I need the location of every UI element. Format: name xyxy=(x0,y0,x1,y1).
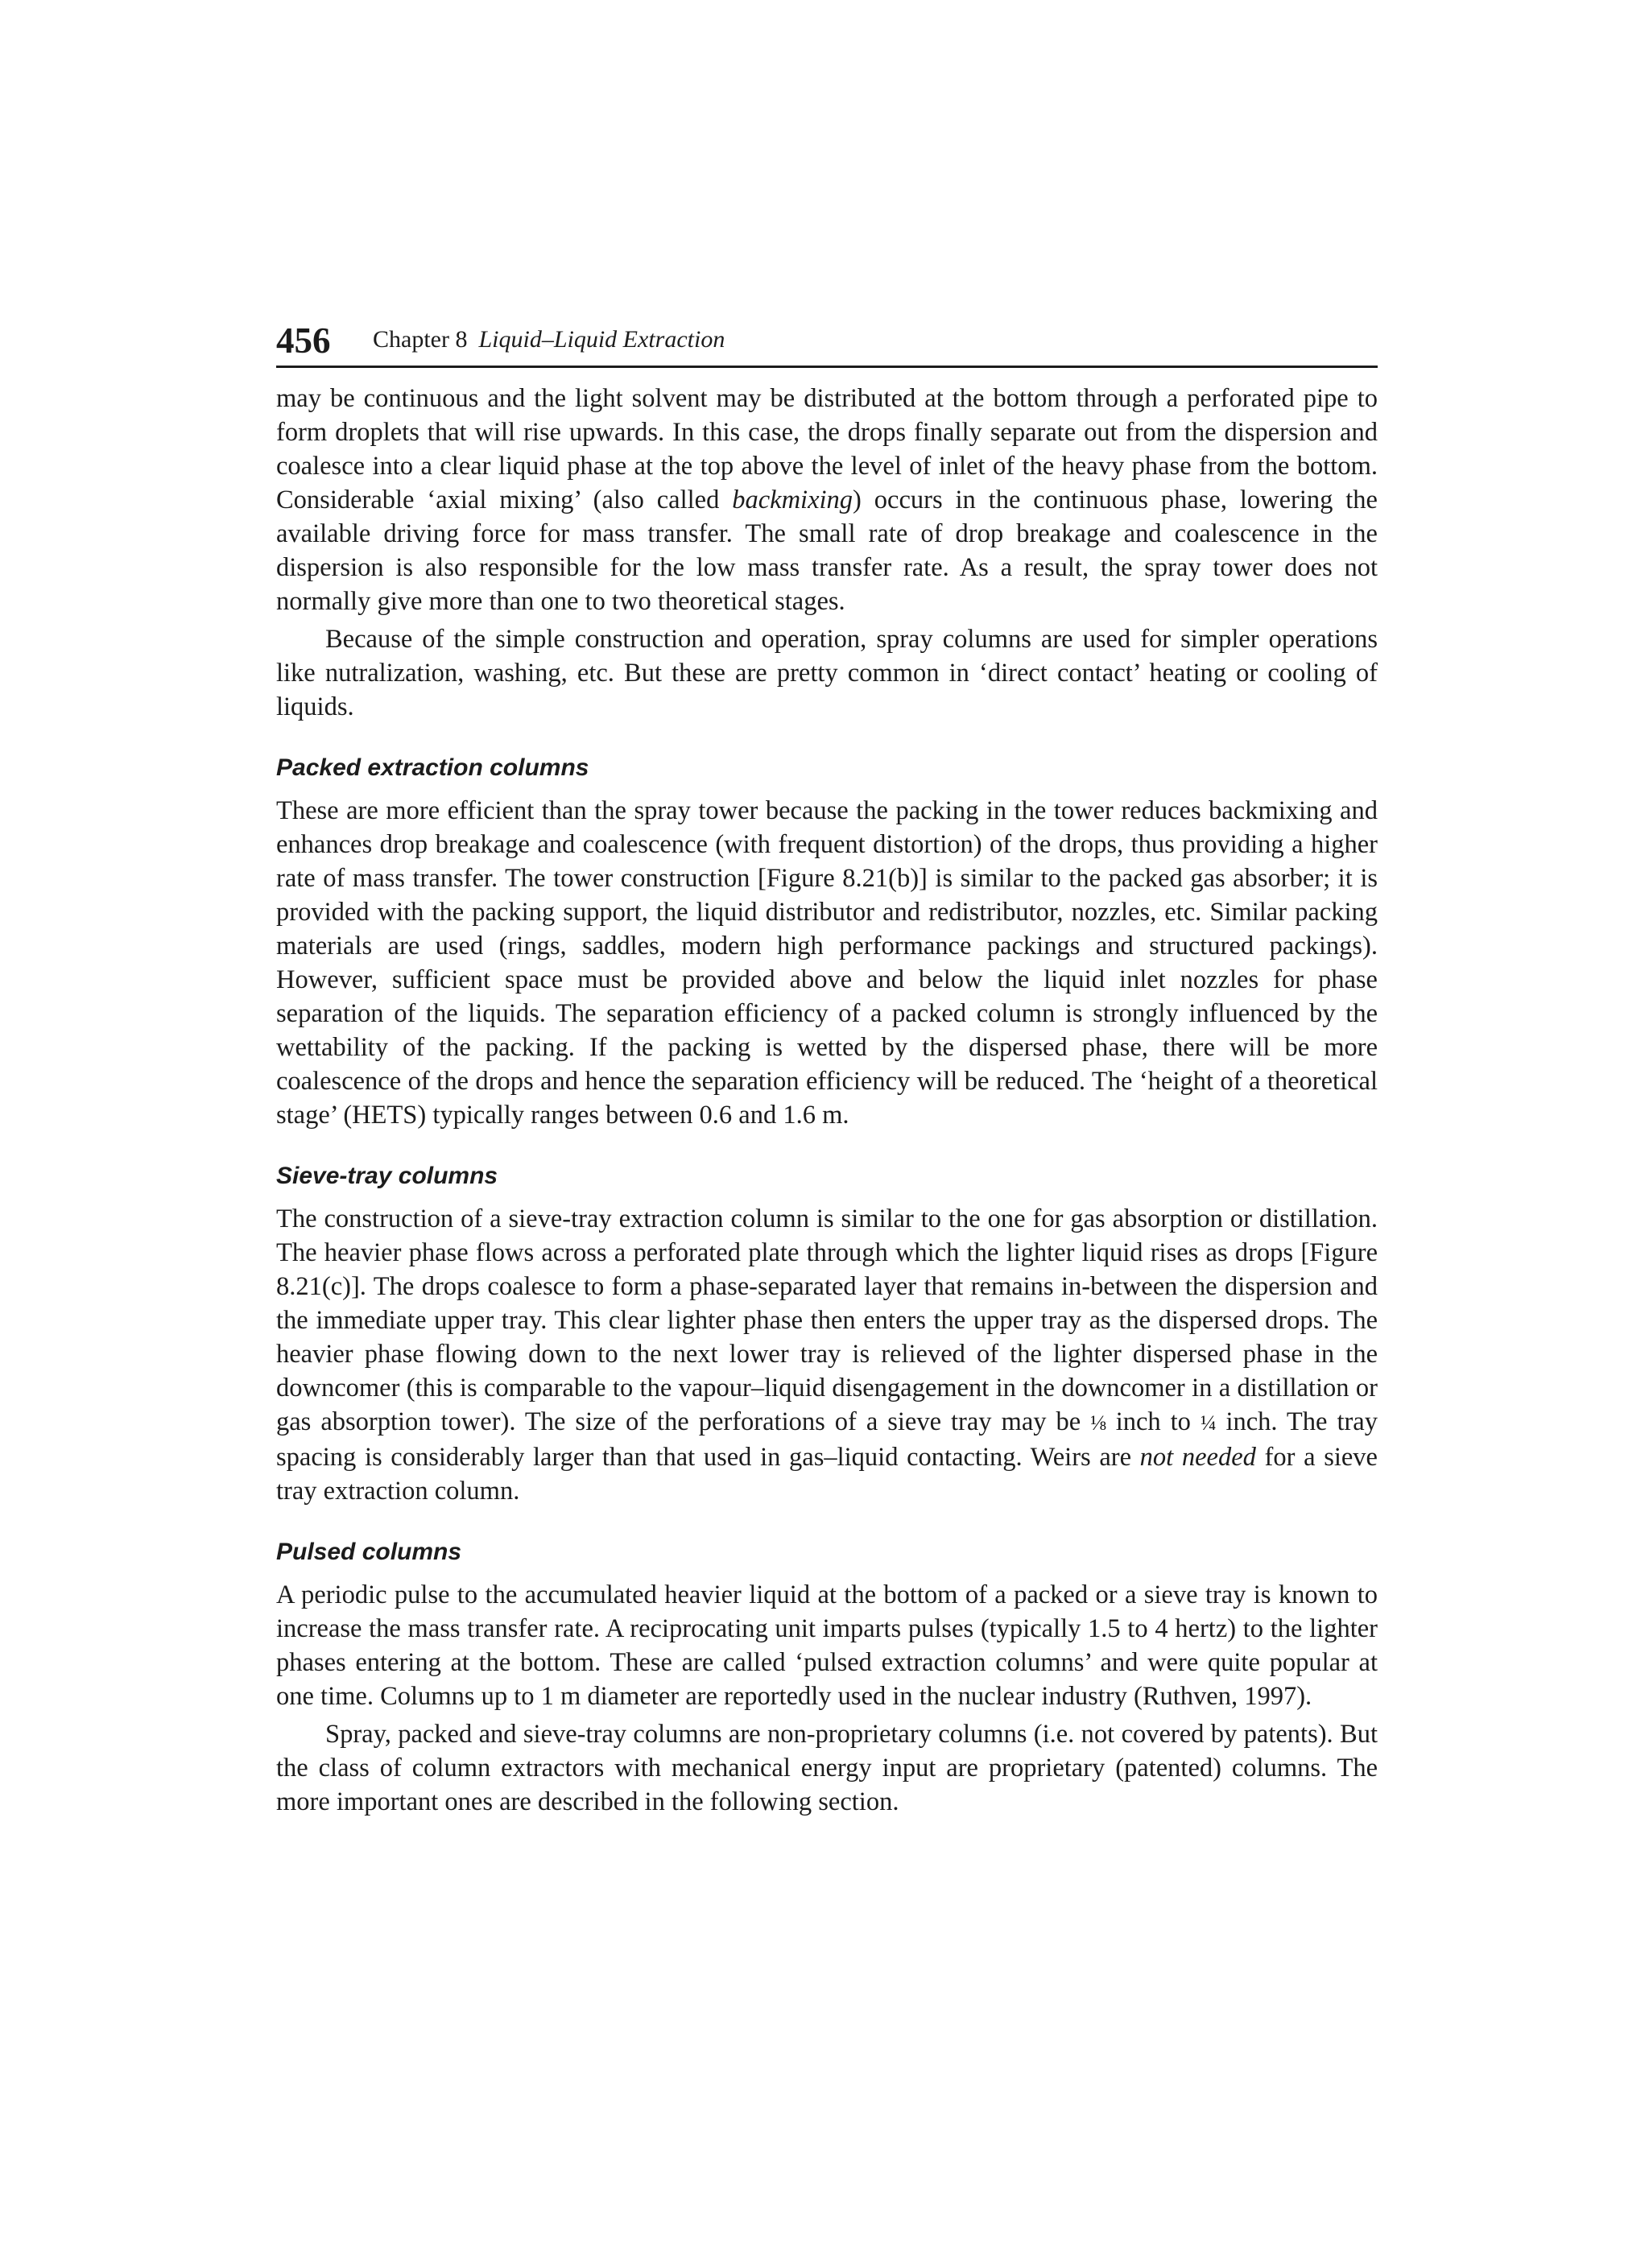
section-heading-sieve: Sieve-tray columns xyxy=(276,1163,498,1189)
section-heading-packed: Packed extraction columns xyxy=(276,754,589,781)
text-run: The construction of a sieve-tray extraction column is similar to the one for gas absorption or distillation. The heavier phase flows across a perforated plate through which the lighter liquid rises as drops [Figure 8.21(c)]. The drops coalesce to form a phase-separated layer that remains in-between the dispersion and the immediate upper tray. This clear lighter phase then enters the upper tray as the dispersed drops. The heavier phase flowing down to the next lower tray is relieved of the lighter dispersed phase in the downcomer (this is comparable to the vapour–liquid disengagement in the downcomer in a distillation or gas absorption tower). The size of the perforations of a sieve tray may be xyxy=(276,1204,1378,1436)
paragraph: A periodic pulse to the accumulated heavier liquid at the bottom of a packed or a sieve tray is known to increase the mass transfer rate. A reciprocating unit imparts pulses (typically 1.5 to 4 hertz) to the lighter phases entering at the bottom. These are called ‘pulsed extraction columns’ and were quite popular at one time. Columns up to 1 m diameter are reportedly used in the nuclear industry (Ruthven, 1997). xyxy=(276,1580,1378,1711)
page-number: 456 xyxy=(276,320,331,361)
running-header xyxy=(276,316,1378,368)
text-run: inch. The tray spacing is considerably larger than that used in gas–liquid contacting. Weirs are xyxy=(276,1407,1378,1472)
text-run: ) occurs in the continuous phase, lowering the available driving force for mass transfer. The small rate of drop breakage and coalescence in the dispersion is also responsible for the low mass transfer rate. As a result, the spray tower does not normally give more than one to two theoretical stages. xyxy=(276,485,1378,616)
body-text xyxy=(276,382,1378,1819)
paragraph xyxy=(276,1202,1378,1508)
section-heading-pulsed: Pulsed columns xyxy=(276,1539,462,1565)
emphasis-text: backmixing xyxy=(732,485,853,514)
running-head xyxy=(373,324,725,356)
paragraph xyxy=(276,382,1378,618)
fraction: ¼ xyxy=(1200,1411,1217,1435)
fraction: ⅛ xyxy=(1090,1411,1106,1435)
chapter-title: Liquid–Liquid Extraction xyxy=(478,326,725,353)
paragraph: These are more efficient than the spray tower because the packing in the tower reduces backmixing and enhances drop breakage and coalescence (with frequent distortion) of the drops, thus providing a higher rate of mass transfer. The tower construction [Figure 8.21(b)] is similar to the packed gas absorber; it is provided with the packing support, the liquid distributor and redistributor, nozzles, etc. Similar packing materials are used (rings, saddles, modern high performance packings and structured packings). However, sufficient space must be provided above and below the liquid inlet nozzles for phase separation of the liquids. The separation efficiency of a packed column is strongly influenced by the wettability of the packing. If the packing is wetted by the dispersed phase, there will be more coalescence of the drops and hence the separation efficiency will be reduced. The ‘height of a theoretical stage’ (HETS) typically ranges between 0.6 and 1.6 m. xyxy=(276,796,1378,1130)
text-run: may be continuous and the light solvent may be distributed at the bottom through a perforated pipe to form droplets that will rise upwards. In this case, the drops finally separate out from the dispersion and coalesce into a clear liquid phase at the top above the level of inlet of the heavy phase from the bottom. Considerable ‘axial mixing’ (also called xyxy=(276,384,1378,514)
text-run: inch to xyxy=(1106,1407,1201,1436)
paragraph: Because of the simple construction and operation, spray columns are used for simpler operations like nutralization, washing, etc. But these are pretty common in ‘direct contact’ heating or cooling of liquids. xyxy=(276,625,1378,721)
paragraph: Spray, packed and sieve-tray columns are non-proprietary columns (i.e. not covered by patents). But the class of column extractors with mechanical energy input are proprietary (patented) columns. The more important ones are described in the following section. xyxy=(276,1720,1378,1816)
text-run: for a sieve tray extraction column. xyxy=(276,1443,1378,1506)
emphasis-text: not needed xyxy=(1139,1443,1256,1472)
chapter-label: Chapter 8 xyxy=(373,326,468,353)
